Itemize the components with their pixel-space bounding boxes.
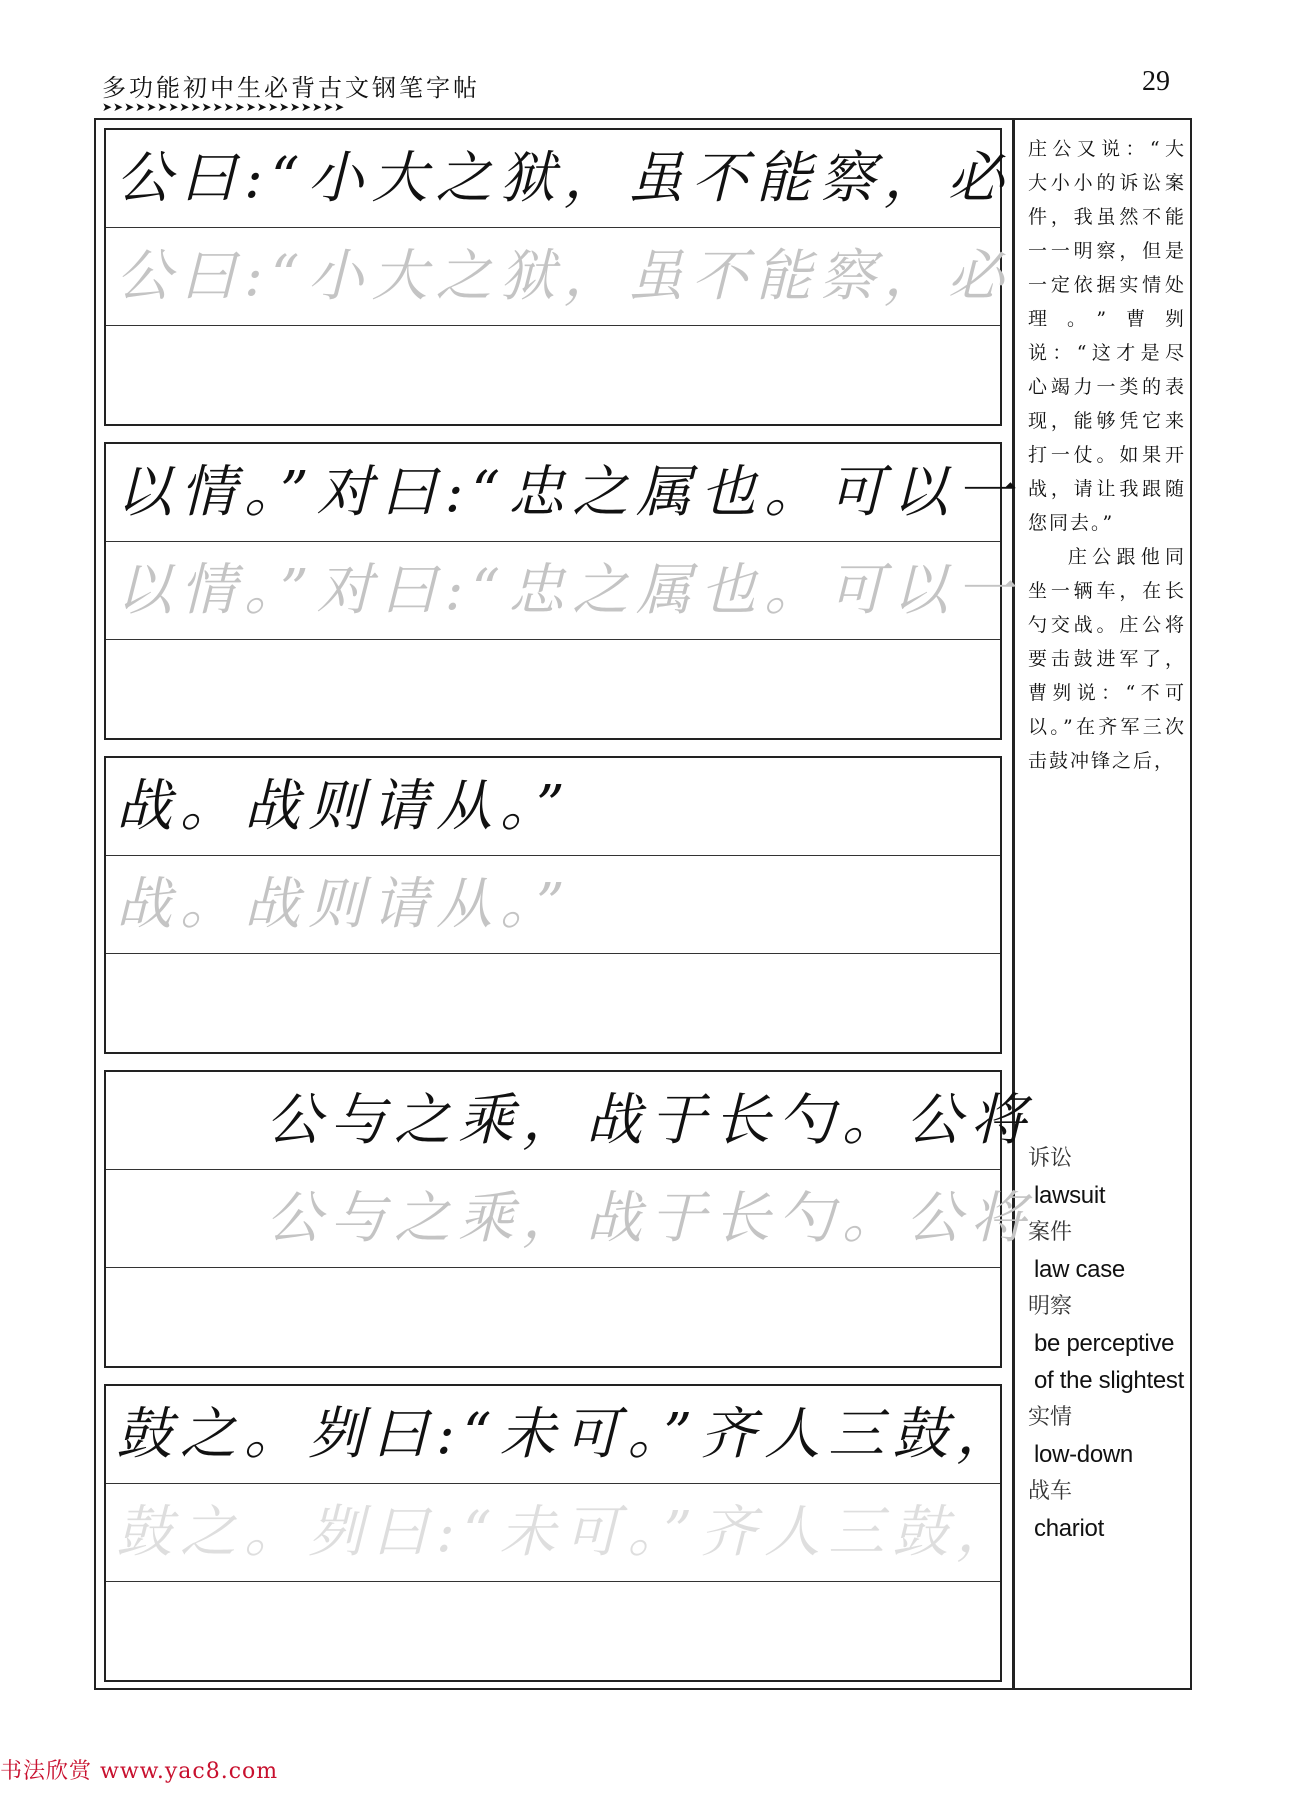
practice-block-3: [104, 756, 1002, 1054]
vocab-item: [1028, 1214, 1192, 1288]
practice-block-1: [104, 128, 1012, 426]
trace-text: 公与之乘，战于长勺。公将: [266, 1185, 1034, 1251]
decorative-arrow-rule: ➤➤➤➤➤➤➤➤➤➤➤➤➤➤➤➤➤➤➤➤➤➤: [102, 100, 346, 114]
model-text: 公与之乘，战于长勺。公将: [266, 1087, 1034, 1153]
blank-practice-row[interactable]: [106, 1268, 1000, 1366]
vocab-item: [1028, 1473, 1192, 1547]
translation-paragraph-2: 庄公跟他同坐一辆车，在长勺交战。庄公将要击鼓进军了，曹刿说：“不可以。”在齐军三次击鼓冲锋之后，: [1028, 546, 1186, 772]
vocab-item: [1028, 1399, 1192, 1473]
blank-practice-row[interactable]: [106, 326, 1000, 424]
practice-block-2: [104, 442, 1021, 740]
trace-row: [106, 856, 1000, 954]
model-text: 以情。”对曰:“忠之属也。可以一: [116, 459, 1021, 525]
vocab-chinese: 实情: [1028, 1405, 1073, 1430]
model-row: [106, 130, 1012, 228]
vocab-english: be perceptive of the slightest: [1034, 1330, 1184, 1394]
practice-block-4: [104, 1070, 1034, 1368]
book-title: 多功能初中生必背古文钢笔字帖: [102, 74, 480, 102]
vocab-english: chariot: [1034, 1515, 1104, 1542]
blank-practice-row[interactable]: [106, 954, 1000, 1052]
trace-text: 以情。”对曰:“忠之属也。可以一: [116, 557, 1021, 623]
trace-row: [106, 1170, 1034, 1268]
model-text: 公曰:“小大之狱，虽不能察，必: [116, 145, 1012, 211]
vocab-chinese: 战车: [1028, 1479, 1073, 1504]
trace-text: 鼓之。刿曰:“未可。”齐人三鼓，: [116, 1499, 1021, 1565]
vocabulary-list: [1028, 1140, 1192, 1547]
vocab-chinese: 明察: [1028, 1294, 1073, 1319]
model-row: [106, 444, 1021, 542]
vocab-english: low-down: [1034, 1441, 1133, 1468]
vocab-item: [1028, 1140, 1192, 1214]
page-number: 29: [1142, 66, 1170, 97]
trace-text: 战。战则请从。”: [116, 871, 573, 937]
model-text: 战。战则请从。”: [116, 773, 573, 839]
blank-practice-row[interactable]: [106, 640, 1000, 738]
trace-row: [106, 1484, 1021, 1582]
trace-row: [106, 542, 1021, 640]
model-row: [106, 1386, 1021, 1484]
vocab-item: [1028, 1288, 1192, 1399]
modern-translation: [1028, 132, 1186, 778]
vocab-chinese: 诉讼: [1028, 1146, 1073, 1171]
translation-paragraph-1: 庄公又说：“大大小小的诉讼案件，我虽然不能一一明察，但是一定依据实情处理。”曹刿说：“这才是尽心竭力一类的表现，能够凭它来打一仗。如果开战，请让我跟随您同去。”: [1028, 138, 1186, 534]
site-watermark: 书法欣赏 www.yac8.com: [0, 1759, 279, 1784]
vocab-english: law case: [1034, 1256, 1125, 1283]
model-row: [106, 1072, 1034, 1170]
model-row: [106, 758, 1000, 856]
trace-text: 公曰:“小大之狱，虽不能察，必: [116, 243, 1012, 309]
model-text: 鼓之。刿曰:“未可。”齐人三鼓，: [116, 1401, 1021, 1467]
vocab-english: lawsuit: [1034, 1182, 1106, 1209]
vocab-chinese: 案件: [1028, 1220, 1073, 1245]
practice-block-5: [104, 1384, 1021, 1682]
blank-practice-row[interactable]: [106, 1582, 1000, 1680]
trace-row: [106, 228, 1012, 326]
